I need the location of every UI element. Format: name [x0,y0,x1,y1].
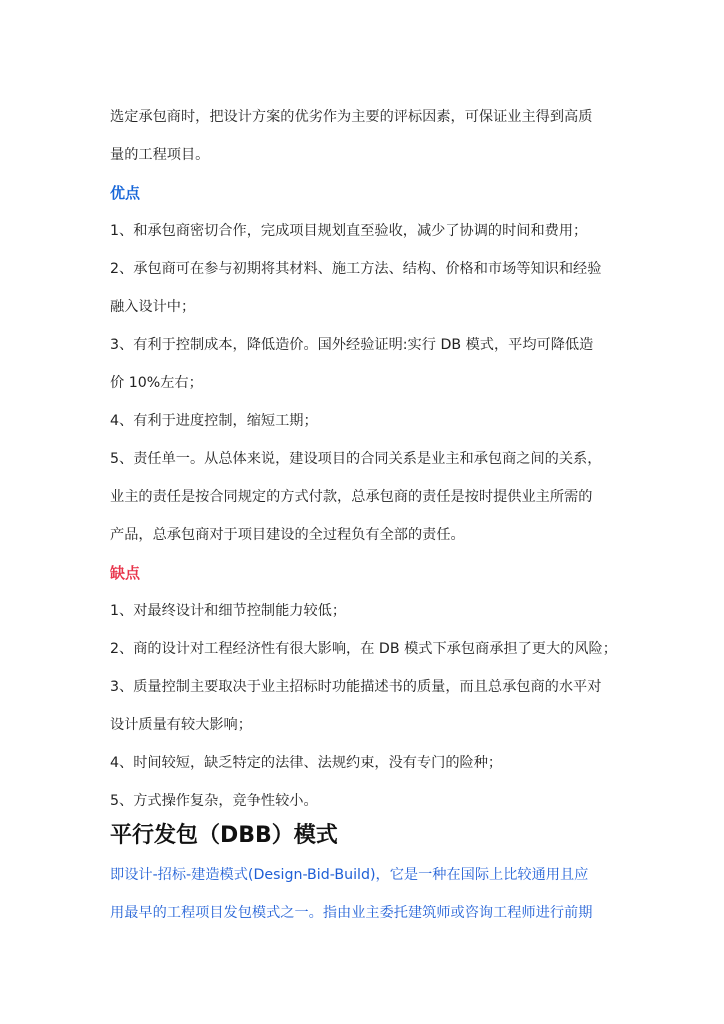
cons-item-2: 2、商的设计对工程经济性有很大影响，在 DB 模式下承包商承担了更大的风险； [110,641,617,657]
pros-item-3-cont: 价 10%左右； [110,375,203,391]
dbb-desc-line-2: 用最早的工程项目发包模式之一。指由业主委托建筑师或咨询工程师进行前期 [110,905,593,921]
cons-item-3: 3、质量控制主要取决于业主招标时功能描述书的质量，而且总承包商的水平对 [110,679,602,695]
pros-item-4: 4、有利于进度控制，缩短工期； [110,413,318,429]
pros-item-3: 3、有利于控制成本，降低造价。国外经验证明:实行 DB 模式，平均可降低造 [110,337,594,353]
pros-item-1: 1、和承包商密切合作，完成项目规划直至验收，减少了协调的时间和费用； [110,223,588,239]
cons-item-4: 4、时间较短，缺乏特定的法律、法规约束，没有专门的险种； [110,755,503,771]
dbb-desc-line-1: 即设计-招标-建造模式(Design-Bid-Build)，它是一种在国际上比较通用且应 [110,867,589,883]
pros-item-5: 5、责任单一。从总体来说，建设项目的合同关系是业主和承包商之间的关系， [110,451,602,467]
pros-item-5-cont-2: 产品，总承包商对于项目建设的全过程负有全部的责任。 [110,527,465,543]
pros-item-2: 2、承包商可在参与初期将其材料、施工方法、结构、价格和市场等知识和经验 [110,261,602,277]
pros-item-5-cont-1: 业主的责任是按合同规定的方式付款，总承包商的责任是按时提供业主所需的 [110,489,593,505]
dbb-section-title: 平行发包（DBB）模式 [110,823,338,848]
intro-line-1: 选定承包商时，把设计方案的优劣作为主要的评标因素，可保证业主得到高质 [110,109,593,125]
cons-heading: 缺点 [110,564,141,582]
pros-item-2-cont: 融入设计中； [110,299,196,315]
pros-heading: 优点 [110,184,141,202]
cons-item-5: 5、方式操作复杂，竞争性较小。 [110,793,318,809]
intro-line-2: 量的工程项目。 [110,147,210,163]
cons-item-3-cont: 设计质量有较大影响； [110,717,252,733]
cons-item-1: 1、对最终设计和细节控制能力较低； [110,603,347,619]
